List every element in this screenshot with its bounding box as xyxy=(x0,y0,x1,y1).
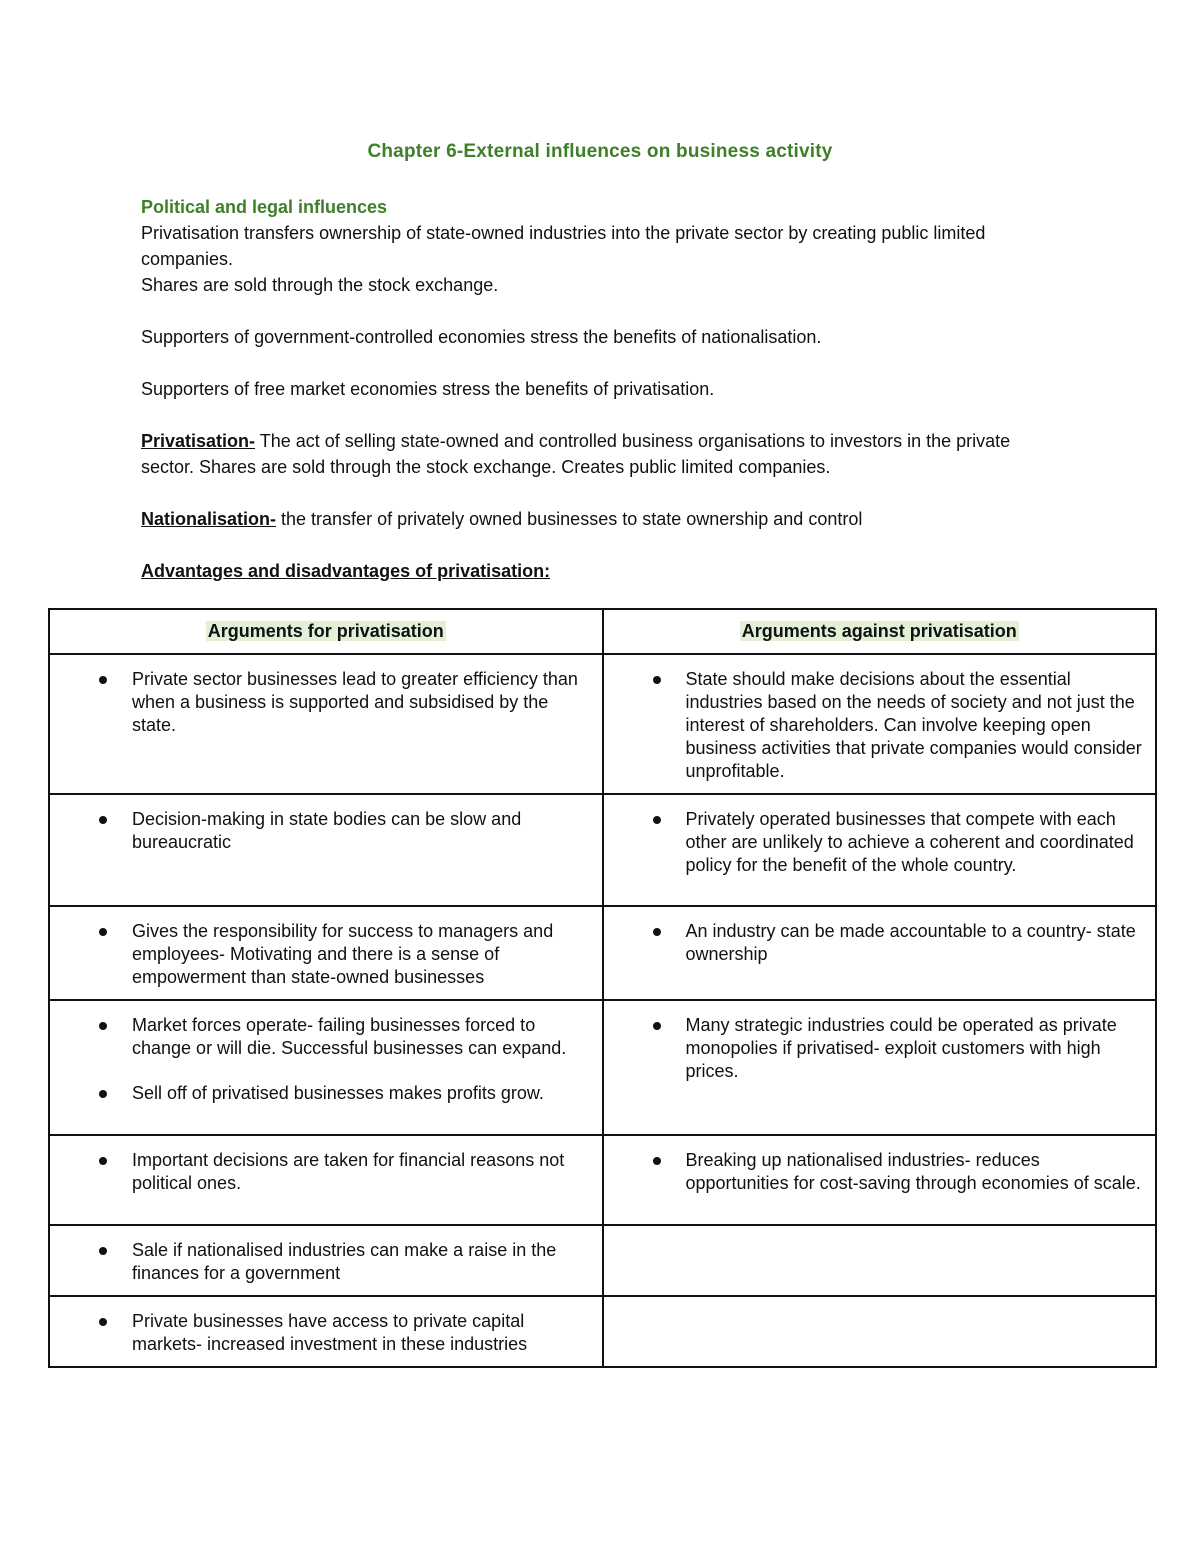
bullet-icon xyxy=(50,1149,132,1195)
bullet-icon xyxy=(604,668,686,783)
bullet-icon xyxy=(604,808,686,877)
list-item xyxy=(604,1149,1148,1195)
header-label: Arguments for privatisation xyxy=(207,621,444,641)
list-item xyxy=(50,1149,594,1195)
table-row xyxy=(49,906,1156,1000)
list-item xyxy=(50,1239,594,1285)
bullet-icon xyxy=(50,1082,132,1105)
table-row xyxy=(49,1296,1156,1367)
definition-privatisation xyxy=(141,428,1041,480)
bullet-text: An industry can be made accountable to a country- state ownership xyxy=(685,921,1136,964)
document-body xyxy=(141,194,1041,584)
bullet-icon xyxy=(50,808,132,854)
bullet-text: Gives the responsibility for success to managers and employees- Motivating and there is a sense of empowerment than state-owned businesses xyxy=(132,921,554,987)
cell-argument-against xyxy=(603,1225,1157,1296)
list-item xyxy=(50,808,594,854)
definition-text: the transfer of privately owned businesses to state ownership and control xyxy=(276,509,863,529)
bullet-text: Many strategic industries could be operated as private monopolies if privatised- exploit customers with high prices. xyxy=(685,1015,1117,1081)
bullet-text: Sell off of privatised businesses makes profits grow. xyxy=(132,1083,544,1103)
header-label: Arguments against privatisation xyxy=(741,621,1017,641)
cell-argument-against xyxy=(603,906,1157,1000)
definition-text: The act of selling state-owned and controlled business organisations to investors in the private sector. Shares are sold through the stock exchange. Creates public limited companies. xyxy=(141,431,1011,477)
bullet-text: Privately operated businesses that compete with each other are unlikely to achieve a coherent and coordinated policy for the benefit of the whole country. xyxy=(685,809,1134,875)
cell-argument-against xyxy=(603,794,1157,906)
bullet-text: Decision-making in state bodies can be slow and bureaucratic xyxy=(132,809,522,852)
table-row xyxy=(49,794,1156,906)
cell-argument-against xyxy=(603,1000,1157,1135)
bullet-icon xyxy=(604,920,686,966)
section-heading: Political and legal influences xyxy=(141,197,388,217)
bullet-icon xyxy=(50,668,132,737)
bullet-text: Breaking up nationalised industries- reduces opportunities for cost-saving through economies of scale. xyxy=(685,1150,1141,1193)
header-arguments-against xyxy=(603,609,1157,654)
cell-argument-against xyxy=(603,654,1157,794)
cell-argument-for xyxy=(49,794,603,906)
bullet-text: Market forces operate- failing businesses forced to change or will die. Successful businesses can expand. xyxy=(132,1015,567,1058)
cell-argument-against xyxy=(603,1296,1157,1367)
cell-argument-for xyxy=(49,1296,603,1367)
definition-term: Nationalisation- xyxy=(141,509,277,529)
bullet-text: Private sector businesses lead to greater efficiency than when a business is supported and subsidised by the state. xyxy=(132,669,578,735)
header-arguments-for xyxy=(49,609,603,654)
paragraph-privatisation-intro: Privatisation transfers ownership of state-owned industries into the private sector by creating public limited companies. xyxy=(141,223,986,269)
definition-term: Privatisation- xyxy=(141,431,256,451)
bullet-icon xyxy=(50,1014,132,1060)
bullet-icon xyxy=(50,920,132,989)
list-item xyxy=(604,808,1148,877)
cell-argument-against xyxy=(603,1135,1157,1225)
list-item xyxy=(50,920,594,989)
list-item xyxy=(604,1014,1148,1083)
paragraph-shares: Shares are sold through the stock exchange. xyxy=(141,275,499,295)
table-row xyxy=(49,1135,1156,1225)
list-item xyxy=(604,668,1148,783)
table-header-row xyxy=(49,609,1156,654)
definition-nationalisation xyxy=(141,506,1041,532)
cell-argument-for xyxy=(49,654,603,794)
paragraph-free-market: Supporters of free market economies stress the benefits of privatisation. xyxy=(141,379,715,399)
list-item xyxy=(50,668,594,737)
cell-argument-for xyxy=(49,1000,603,1135)
arguments-table xyxy=(48,608,1157,1368)
table-row xyxy=(49,1000,1156,1135)
bullet-icon xyxy=(50,1239,132,1285)
table-row xyxy=(49,654,1156,794)
cell-argument-for xyxy=(49,906,603,1000)
table-row xyxy=(49,1225,1156,1296)
bullet-text: State should make decisions about the essential industries based on the needs of society and not just the interest of shareholders. Can involve keeping open business activities that private companies would consider unprofitable. xyxy=(685,669,1142,781)
bullet-icon xyxy=(50,1310,132,1356)
cell-argument-for xyxy=(49,1135,603,1225)
bullet-text: Sale if nationalised industries can make a raise in the finances for a government xyxy=(132,1240,557,1283)
page-title: Chapter 6-External influences on business activity xyxy=(367,141,833,162)
bullet-icon xyxy=(604,1149,686,1195)
bullet-icon xyxy=(604,1014,686,1083)
list-item xyxy=(50,1014,594,1060)
bullet-text: Private businesses have access to private capital markets- increased investment in these industries xyxy=(132,1311,528,1354)
list-item xyxy=(50,1310,594,1356)
table-heading: Advantages and disadvantages of privatisation: xyxy=(141,561,551,581)
cell-argument-for xyxy=(49,1225,603,1296)
table-body xyxy=(49,654,1156,1367)
paragraph-government-economies: Supporters of government-controlled economies stress the benefits of nationalisation. xyxy=(141,327,822,347)
list-item xyxy=(50,1082,594,1105)
list-item xyxy=(604,920,1148,966)
bullet-text: Important decisions are taken for financial reasons not political ones. xyxy=(132,1150,565,1193)
